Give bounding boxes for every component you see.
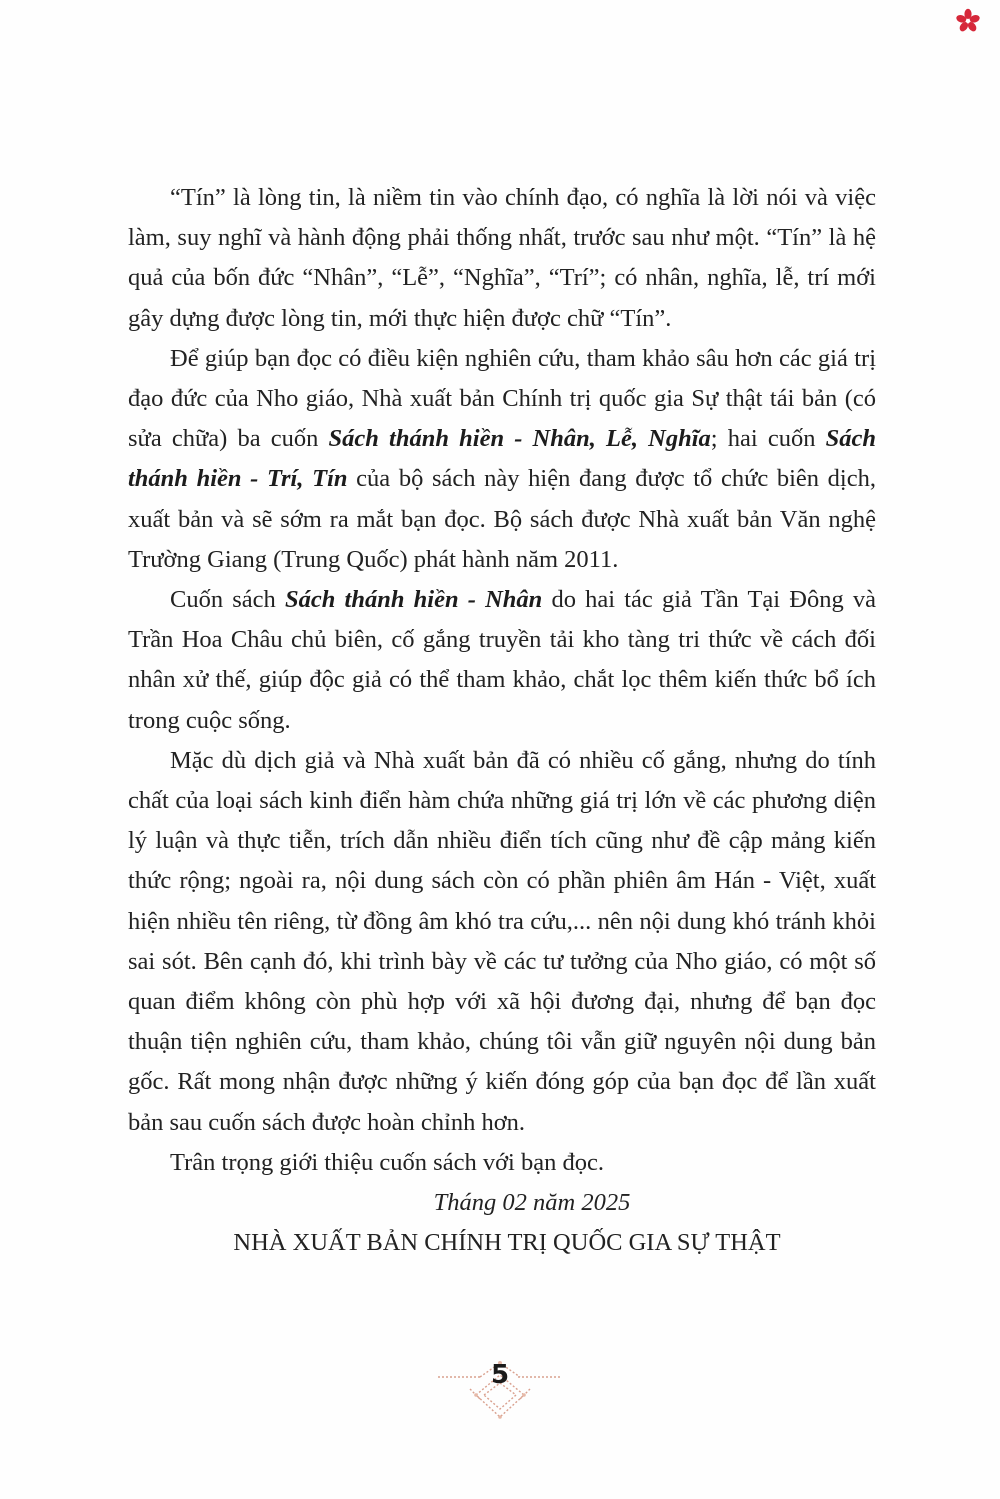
page-number: 5 <box>490 1360 510 1390</box>
flower-logo-icon <box>955 8 981 34</box>
date-line: Tháng 02 năm 2025 <box>433 1189 631 1217</box>
paragraph-text: do hai tác giả Tần Tại Đông và Trần Hoa Châu chủ biên, cố gắng truyền tải kho tàng tri thức về cách đối nhân xử thế, giúp độc giả có thể tham khảo, chắt lọc thêm kiến thức bổ ích trong cuộc sống. <box>128 586 877 734</box>
paragraph-republication <box>128 339 876 580</box>
book-title-emphasis: Sách thánh hiền - Nhân <box>284 586 543 614</box>
paragraph-text: ; hai cuốn <box>710 425 826 453</box>
body-text <box>128 178 876 1263</box>
book-title-emphasis: Sách thánh hiền - Nhân, Lễ, Nghĩa <box>328 425 711 453</box>
paragraph-tin <box>128 178 876 339</box>
paragraph-text: Mặc dù dịch giả và Nhà xuất bản đã có nhiều cố gắng, nhưng do tính chất của loại sách kinh điển hàm chứa những giá trị lớn về các phương diện lý luận và thực tiễn, trích dẫn nhiều điển tích cũng như đề cập mảng kiến thức rộng; ngoài ra, nội dung sách còn có phần phiên âm Hán - Việt, xuất hiện nhiều tên riêng, từ đồng âm khó tra cứu,... nên nội dung khó tránh khỏi sai sót. Bên cạnh đó, khi trình bày về các tư tưởng của Nho giáo, có một số quan điểm không còn phù hợp với xã hội đương đại, nhưng để bạn đọc thuận tiện nghiên cứu, tham khảo, chúng tôi vẫn giữ nguyên nội dung bản gốc. Rất mong nhận được những ý kiến đóng góp của bạn đọc để lần xuất bản sau cuốn sách được hoàn chỉnh hơn. <box>128 746 876 1136</box>
paragraph-text: “Tín” là lòng tin, là niềm tin vào chính đạo, có nghĩa là lời nói và việc làm, suy nghĩ và hành động phải thống nhất, trước sau như một. “Tín” là hệ quả của bốn đức “Nhân”, “Lễ”, “Nghĩa”, “Trí”; có nhân, nghĩa, lễ, trí mới gây dựng được lòng tin, mới thực hiện được chữ “Tín”. <box>128 184 876 332</box>
publisher-signature: NHÀ XUẤT BẢN CHÍNH TRỊ QUỐC GIA SỰ THẬT <box>233 1229 781 1257</box>
book-title-emphasis: Sách thánh hiền - Trí, Tín <box>128 425 877 493</box>
paragraph-disclaimer <box>128 741 876 1143</box>
paragraph-book-intro <box>128 580 876 741</box>
paragraph-text: Cuốn sách <box>170 586 285 614</box>
paragraph-text: của bộ sách này hiện đang được tổ chức biên dịch, xuất bản và sẽ sớm ra mắt bạn đọc. Bộ sách được Nhà xuất bản Văn nghệ Trường Giang (Trung Quốc) phát hành năm 2011. <box>128 465 876 573</box>
paragraph-text: Để giúp bạn đọc có điều kiện nghiên cứu, tham khảo sâu hơn các giá trị đạo đức của Nho giáo, Nhà xuất bản Chính trị quốc gia Sự thật tái bản (có sửa chữa) ba cuốn <box>128 344 876 453</box>
closing-line: Trân trọng giới thiệu cuốn sách với bạn đọc. <box>170 1148 604 1176</box>
